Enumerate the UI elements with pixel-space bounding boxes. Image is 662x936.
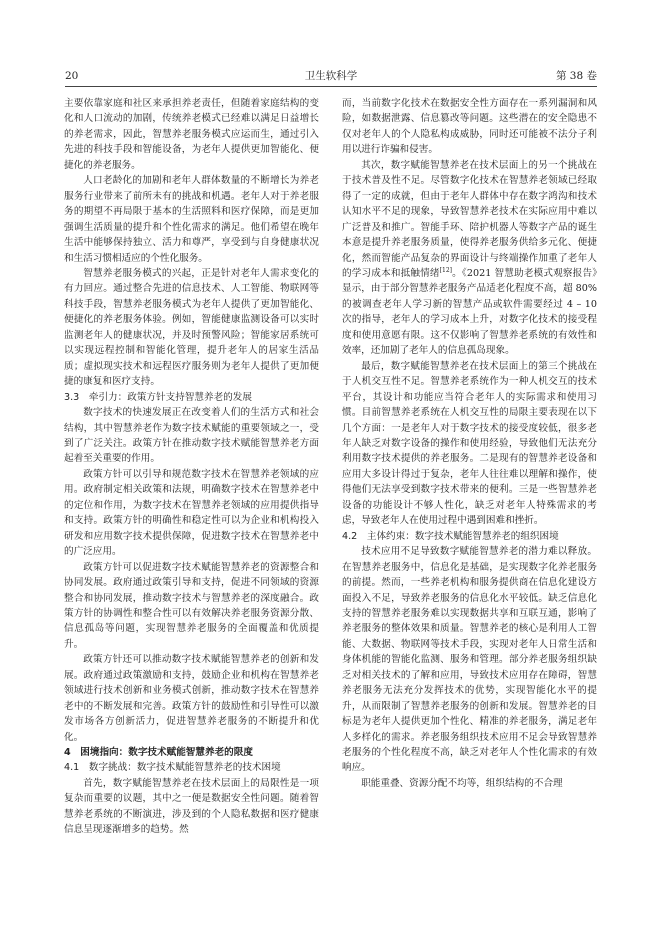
journal-title: 卫生软科学 [304,70,358,82]
paragraph-text: 4 困境指向：数字技术赋能智慧养老的限度 [64,747,253,759]
page-header [65,68,597,84]
paragraph [342,359,597,529]
section-heading [64,745,319,760]
paragraph-text: 其次，数字赋能智慧养老在技术层面上的另一个挑战在于技术普及性不足。尽管数字化技术在智慧养老领域已经取得了一定的成就，但由于老年人群体中存在数字鸿沟和技术认知水平不足的现象，导致智慧养老技术在实际应用中难以广泛普及和推广。智能手环、陪护机器人等数字产品的诞生本意是提升养老服务质量，使得养老服务供给多元化、便捷化，然而智能产品复杂的界面设计与终端操作加重了老年人的学习成本和抵触情绪 [342,159,597,279]
paragraph-text: 主要依靠家庭和社区来承担养老责任，但随着家庭结构的变化和人口流动的加剧，传统养老模式已经难以满足日益增长的养老需求，因此，智慧养老服务模式应运而生，通过引入先进的科技手段和智能设备，为老年人提供更加智能化、便捷化的养老服务。 [64,98,319,171]
paragraph-text: 政策方针可以促进数字技术赋能智慧养老的资源整合和协同发展。政府通过政策引导和支持，促进不同领域的资源整合和协同发展，推动数字技术与智慧养老的深度融合。政策方针的协调性和整合性可以有效解决养老服务资源分散、信息孤岛等问题，实现智慧养老服务的全面覆盖和优质提升。 [64,561,319,650]
header-rule [65,86,597,87]
paragraph-text: 政策方针可以引导和规范数字技术在智慧养老领域的应用。政府制定相关政策和法规，明确数字技术在智慧养老中的定位和作用，为数字技术在智慧养老领域的应用提供指导和支持。政策方针的明确性和稳定性可以为企业和机构投入研发和应用数字技术提供保障，促进数字技术在智慧养老中的广泛应用。 [64,468,319,558]
page-number: 20 [65,70,79,82]
paragraph [64,173,319,266]
paragraph [342,776,597,791]
paragraph-text: 职能重叠、资源分配不均等，组织结构的不合理 [361,777,563,789]
paragraph [342,158,597,359]
subsection-heading [342,529,597,544]
paragraph [64,467,319,560]
paragraph-text: 人口老龄化的加剧和老年人群体数量的不断增长为养老服务行业带来了前所未有的挑战和机遇。老年人对于养老服务的期望不再局限于基本的生活照料和医疗保障，而是更加强调生活质量的提升和个性化需求的满足。他们希望在晚年生活中能够保持独立、活力和尊严，享受到与自身健康状况和生活习惯相适应的个性化服务。 [64,175,319,264]
paragraph [64,405,319,467]
subsection-heading [64,390,319,405]
volume-label: 第 38 卷 [555,70,597,82]
paragraph-text: 3.3 牵引力：政策方针支持智慧养老的发展 [64,391,252,403]
paragraph-text: 而，当前数字化技术在数据安全性方面存在一系列漏洞和风险，如数据泄露、信息篡改等问题。这些潜在的安全隐患不仅对老年人的个人隐私构成威胁，同时还可能被不法分子利用以进行诈骗和侵害。 [342,98,597,156]
paragraph-continuation [64,96,319,173]
paragraph-text: 4.1 数字挑战：数字技术赋能智慧养老的技术困境 [64,762,281,774]
paragraph [342,544,597,776]
paragraph [64,560,319,653]
paragraph [64,776,319,838]
left-column [64,96,319,838]
paragraph [64,652,319,745]
paragraph-text: 技术应用不足导致数字赋能智慧养老的潜力难以释放。在智慧养老服务中，信息化是基础，是实现数字化养老服务的前提。然而，一些养老机构和服务提供商在信息化建设方面投入不足，导致养老服务的信息化水平较低。缺乏信息化支持的智慧养老服务难以实现数据共享和互联互通，影响了养老服务的整体效果和质量。智慧养老的核心是利用人工智能、大数据、物联网等技术手段，实现对老年人日常生活和身体机能的智能化监测、服务和管理。部分养老服务组织缺乏对相关技术的了解和应用，导致技术应用存在障碍，智慧养老服务无法充分发挥技术的优势，实现智能化水平的提升，从而限制了智慧养老服务的创新和发展。智慧养老的目标是为老年人提供更加个性化、精准的养老服务，满足老年人多样化的需求。养老服务组织技术应用不足会导致智慧养老服务的个性化程度不高，缺乏对老年人个性化需求的有效响应。 [342,546,597,774]
paragraph-text: 。《2021 智慧助老模式观察报告》显示，由于部分智慧养老服务产品适老化程度不高，超 80% 的被调查老年人学习新的智慧产品或软件需要经过 4 – 10 次的指导，老年人的学习成本上升，对数字化技术的接受程度和使用意愿有限。这不仅影响了智慧养老系统的有效性和效率，还加剧了老年人的信息孤岛现象。 [342,267,597,357]
paragraph-text: 政策方针还可以推动数字技术赋能智慧养老的创新和发展。政府通过政策激励和支持，鼓励企业和机构在智慧养老领域进行技术创新和业务模式创新，推动数字技术在智慧养老中的不断发展和完善。政策方针的鼓励性和引导性可以激发市场各方创新活力，促进智慧养老服务的不断提升和优化。 [64,654,319,743]
subsection-heading [64,760,319,775]
paragraph-text: 智慧养老服务模式的兴起，正是针对老年人需求变化的有力回应。通过整合先进的信息技术、人工智能、物联网等科技手段，智慧养老服务模式为老年人提供了更加智能化、便捷化的养老服务体验。例如，智能健康监测设备可以实时监测老年人的健康状况，并及时预警风险；智能家居系统可以实现远程控制和智能化管理，提升老年人的居家生活品质；虚拟现实技术和远程医疗服务则为老年人提供了更加便捷的康复和医疗支持。 [64,267,319,388]
paragraph-text: 首先，数字赋能智慧养老在技术层面上的局限性是一项复杂而重要的议题，其中之一便是数据安全性问题。随着智慧养老系统的不断演进，涉及到的个人隐私数据和医疗健康信息呈现逐渐增多的趋势。然 [64,777,319,836]
paragraph-continuation [342,96,597,158]
paragraph-text: 4.2 主体约束：数字技术赋能智慧养老的组织困境 [342,530,559,542]
paragraph [64,266,319,390]
right-column [342,96,597,791]
citation-ref[interactable]: [12] [439,266,452,274]
paragraph-text: 数字技术的快速发展正在改变着人们的生活方式和社会结构，其中智慧养老作为数字技术赋能的重要领域之一，受到了广泛关注。政策方针在推动数字技术赋能智慧养老方面起着至关重要的作用。 [64,407,319,465]
paragraph-text: 最后，数字赋能智慧养老在技术层面上的第三个挑战在于人机交互性不足。智慧养老系统作为一种人机交互的技术平台，其设计和功能应当符合老年人的实际需求和使用习惯。目前智慧养老系统在人机交互性的局限主要表现在以下几个方面：一是老年人对于数字技术的接受度较低，很多老年人缺乏对数字设备的操作和使用经验，导致他们无法充分利用数字技术提供的养老服务。二是现有的智慧养老设备和应用大多设计得过于复杂，老年人往往难以理解和操作，使得他们无法享受到数字技术带来的便利。三是一些智慧养老设备的功能设计不够人性化，缺乏对老年人特殊需求的考虑，导致老年人在使用过程中遇到困难和挫折。 [342,360,597,527]
